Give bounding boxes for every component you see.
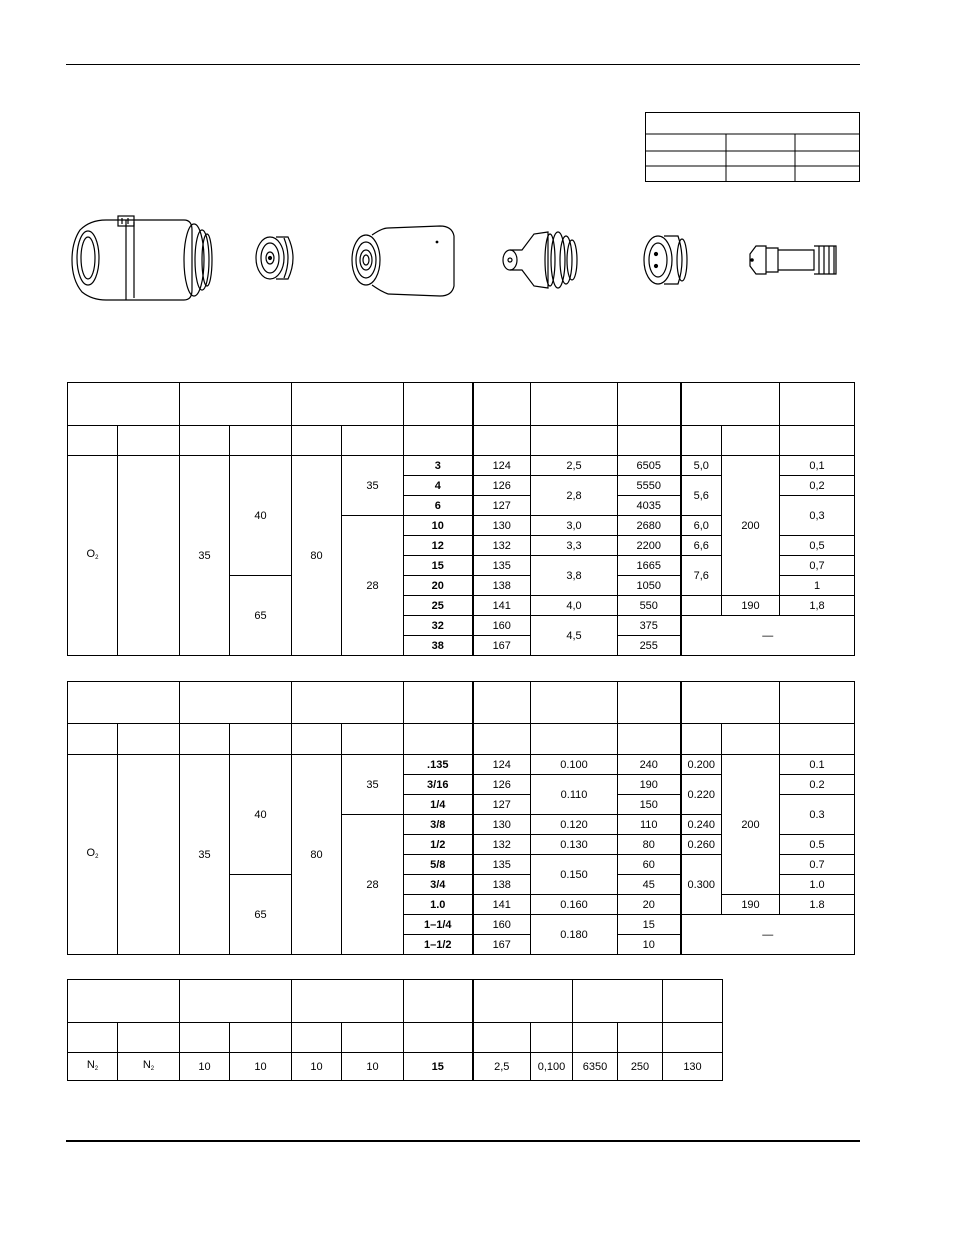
header-cell <box>404 383 473 426</box>
header-row-1 <box>68 383 855 426</box>
voltage-cell: 124 <box>473 456 531 476</box>
thickness-cell: 15 <box>404 556 473 576</box>
thickness-cell: 3 <box>404 456 473 476</box>
header-cell <box>618 724 681 755</box>
pierce-height-cell: 0.260 <box>681 835 722 855</box>
header-cell <box>531 383 618 426</box>
pierce-delay-cell: 1 <box>780 576 855 596</box>
voltage-cell: 124 <box>473 755 531 775</box>
voltage-cell: 126 <box>473 476 531 496</box>
shield-setting-cell: 35 <box>342 456 404 516</box>
header-cell <box>68 682 180 724</box>
pierce-delay-cell: 0,1 <box>780 456 855 476</box>
thickness-cell: 32 <box>404 616 473 636</box>
header-cell <box>342 1023 404 1053</box>
header-cell <box>292 724 342 755</box>
height-cell: 3,8 <box>531 556 618 596</box>
header-cell <box>780 383 855 426</box>
voltage-cell: 127 <box>473 496 531 516</box>
plasma-setting-cell: 80 <box>292 755 342 955</box>
value-cell: 6350 <box>573 1053 618 1081</box>
header-cell <box>473 383 531 426</box>
thickness-cell: 12 <box>404 536 473 556</box>
speed-cell: 375 <box>618 616 681 636</box>
header-cell <box>404 724 473 755</box>
pierce-delay-cell: 0.1 <box>780 755 855 775</box>
table-row <box>68 456 855 476</box>
voltage-cell: 167 <box>473 636 531 656</box>
header-cell <box>531 682 618 724</box>
current-cell: 15 <box>404 1053 473 1081</box>
header-cell <box>292 682 404 724</box>
header-cell <box>292 980 404 1023</box>
table-row <box>68 755 855 775</box>
speed-cell: 255 <box>618 636 681 656</box>
header-cell <box>230 724 292 755</box>
header-cell <box>531 426 618 456</box>
speed-cell: 110 <box>618 815 681 835</box>
cutflow-cell: 65 <box>230 875 292 955</box>
header-cell <box>780 426 855 456</box>
height-cell: 4,5 <box>531 616 618 656</box>
footer-rule <box>66 1140 860 1142</box>
value-cell: 250 <box>618 1053 663 1081</box>
height-cell: 3,3 <box>531 536 618 556</box>
speed-cell: 4035 <box>618 496 681 516</box>
header-cell <box>180 724 230 755</box>
reference-mini-table <box>645 112 860 182</box>
thickness-cell: 3/4 <box>404 875 473 895</box>
value-cell: 10 <box>180 1053 230 1081</box>
thickness-cell: 38 <box>404 636 473 656</box>
header-cell <box>722 426 780 456</box>
voltage-cell: 135 <box>473 556 531 576</box>
pierce-delay-cell: 0.7 <box>780 855 855 875</box>
thickness-cell: 10 <box>404 516 473 536</box>
voltage-cell: 127 <box>473 795 531 815</box>
thickness-cell: 1–1/4 <box>404 915 473 935</box>
thickness-cell: 1–1/2 <box>404 935 473 955</box>
height-cell: 2,5 <box>531 456 618 476</box>
speed-cell: 1050 <box>618 576 681 596</box>
pierce-height-cell: 0.300 <box>681 855 722 915</box>
shield-gas-cell <box>118 755 180 955</box>
header-cell <box>118 426 180 456</box>
header-cell <box>68 426 118 456</box>
thickness-cell: 5/8 <box>404 855 473 875</box>
pierce-height-cell: 5,0 <box>681 456 722 476</box>
delay-cell: 190 <box>722 596 780 616</box>
pierce-height-cell: 7,6 <box>681 556 722 596</box>
header-cell <box>230 426 292 456</box>
header-cell <box>404 426 473 456</box>
speed-cell: 150 <box>618 795 681 815</box>
speed-cell: 1665 <box>618 556 681 576</box>
preflow-cell: 35 <box>180 456 230 656</box>
pierce-height-cell: 6,6 <box>681 536 722 556</box>
header-cell <box>180 426 230 456</box>
voltage-cell: 138 <box>473 875 531 895</box>
shield-icon <box>72 216 212 300</box>
header-cell <box>342 724 404 755</box>
speed-cell: 80 <box>618 835 681 855</box>
header-row-2 <box>68 1023 723 1053</box>
pierce-delay-cell: 0.5 <box>780 835 855 855</box>
header-row-2 <box>68 724 855 755</box>
voltage-cell: 160 <box>473 915 531 935</box>
speed-cell: 2680 <box>618 516 681 536</box>
header-cell <box>68 1023 118 1053</box>
header-cell <box>618 426 681 456</box>
header-cell <box>473 426 531 456</box>
height-cell: 0.120 <box>531 815 618 835</box>
cutflow-cell: 40 <box>230 755 292 875</box>
voltage-cell: 132 <box>473 536 531 556</box>
voltage-cell: 126 <box>473 775 531 795</box>
value-cell: 130 <box>663 1053 723 1081</box>
value-cell: 10 <box>292 1053 342 1081</box>
speed-cell: 45 <box>618 875 681 895</box>
voltage-cell: 130 <box>473 815 531 835</box>
shield-setting-cell: 28 <box>342 516 404 656</box>
not-applicable-cell: — <box>681 915 855 955</box>
header-cell <box>180 1023 230 1053</box>
header-cell <box>404 682 473 724</box>
height-cell: 0.100 <box>531 755 618 775</box>
voltage-cell: 132 <box>473 835 531 855</box>
delay-cell: 190 <box>722 895 780 915</box>
speed-cell: 550 <box>618 596 681 616</box>
height-cell: 3,0 <box>531 516 618 536</box>
pierce-height-cell: 6,0 <box>681 516 722 536</box>
not-applicable-cell: — <box>681 616 855 656</box>
pierce-height-cell: 0.220 <box>681 775 722 815</box>
header-cell <box>292 426 342 456</box>
header-cell <box>292 1023 342 1053</box>
pierce-delay-cell: 1.0 <box>780 875 855 895</box>
header-cell <box>531 724 618 755</box>
height-cell: 0.150 <box>531 855 618 895</box>
header-cell <box>573 1023 618 1053</box>
voltage-cell: 138 <box>473 576 531 596</box>
speed-cell: 240 <box>618 755 681 775</box>
plasma-setting-cell: 80 <box>292 456 342 656</box>
english-cut-chart <box>67 681 855 955</box>
header-cell <box>531 1023 573 1053</box>
pierce-delay-cell: 0.3 <box>780 795 855 835</box>
thickness-cell: 20 <box>404 576 473 596</box>
header-cell <box>780 724 855 755</box>
value-cell: 10 <box>230 1053 292 1081</box>
header-cell <box>404 1023 473 1053</box>
header-cell <box>68 980 180 1023</box>
thickness-cell: 6 <box>404 496 473 516</box>
header-cell <box>473 682 531 724</box>
shield-setting-cell: 28 <box>342 815 404 955</box>
voltage-cell: 160 <box>473 616 531 636</box>
header-cell <box>68 724 118 755</box>
thickness-cell: 25 <box>404 596 473 616</box>
thickness-cell: 1.0 <box>404 895 473 915</box>
preflow-cell: 35 <box>180 755 230 955</box>
header-cell <box>573 980 663 1023</box>
header-cell <box>180 980 292 1023</box>
header-cell <box>618 383 681 426</box>
pierce-delay-cell: 0,7 <box>780 556 855 576</box>
shield-gas-cell <box>118 456 180 656</box>
shield-setting-cell: 35 <box>342 755 404 815</box>
header-row-1 <box>68 682 855 724</box>
speed-cell: 20 <box>618 895 681 915</box>
metric-cut-chart <box>67 382 855 656</box>
header-cell <box>292 383 404 426</box>
thickness-cell: 1/4 <box>404 795 473 815</box>
value-cell: 10 <box>342 1053 404 1081</box>
header-cell <box>663 1023 723 1053</box>
speed-cell: 10 <box>618 935 681 955</box>
speed-cell: 6505 <box>618 456 681 476</box>
header-row-2 <box>68 426 855 456</box>
header-cell <box>681 383 780 426</box>
height-cell: 0.160 <box>531 895 618 915</box>
plasma-gas-cell: $O_2$ <box>68 456 118 656</box>
header-cell <box>681 426 722 456</box>
marking-table <box>67 979 723 1081</box>
thickness-cell: 1/2 <box>404 835 473 855</box>
header-cell <box>473 724 531 755</box>
thickness-cell: 3/16 <box>404 775 473 795</box>
plasma-gas-cell: $O_2$ <box>68 755 118 955</box>
voltage-cell: 141 <box>473 895 531 915</box>
pierce-delay-cell: 0,3 <box>780 496 855 536</box>
voltage-cell: 141 <box>473 596 531 616</box>
nozzle-icon <box>503 232 577 288</box>
header-cell <box>681 682 780 724</box>
pierce-height-cell: 0.240 <box>681 815 722 835</box>
thickness-cell: 4 <box>404 476 473 496</box>
voltage-cell: 135 <box>473 855 531 875</box>
speed-cell: 15 <box>618 915 681 935</box>
pierce-delay-cell: 0,2 <box>780 476 855 496</box>
header-cell <box>180 383 292 426</box>
voltage-cell: 130 <box>473 516 531 536</box>
pierce-height-cell: 5,6 <box>681 476 722 516</box>
table-row <box>68 1053 723 1081</box>
consumable-parts-illustrations <box>66 200 860 310</box>
pierce-height-cell: 0.200 <box>681 755 722 775</box>
header-cell <box>473 1023 531 1053</box>
swirl-ring-icon <box>644 236 687 284</box>
header-cell <box>722 724 780 755</box>
electrode-icon <box>750 246 836 274</box>
header-cell <box>663 980 723 1023</box>
pierce-delay-cell: 1.8 <box>780 895 855 915</box>
retaining-cap-icon <box>352 226 454 296</box>
plasma-gas-cell: $N_2$ <box>68 1053 118 1081</box>
cutflow-cell: 65 <box>230 576 292 656</box>
value-cell: 0,100 <box>531 1053 573 1081</box>
height-cell: 0.110 <box>531 775 618 815</box>
pierce-height-cell <box>681 596 722 616</box>
speed-cell: 2200 <box>618 536 681 556</box>
header-cell <box>618 1023 663 1053</box>
header-cell <box>681 724 722 755</box>
height-cell: 0.130 <box>531 835 618 855</box>
header-cell <box>180 682 292 724</box>
delay-cell: 200 <box>722 755 780 895</box>
cutflow-cell: 40 <box>230 456 292 576</box>
shield-gas-cell: $N_2$ <box>118 1053 180 1081</box>
header-cell <box>342 426 404 456</box>
voltage-cell: 167 <box>473 935 531 955</box>
header-rule <box>66 64 860 65</box>
header-cell <box>118 724 180 755</box>
height-cell: 2,8 <box>531 476 618 516</box>
header-cell <box>618 682 681 724</box>
pierce-delay-cell: 0,5 <box>780 536 855 556</box>
speed-cell: 60 <box>618 855 681 875</box>
header-cell <box>68 383 180 426</box>
header-cell <box>404 980 473 1023</box>
header-row-1 <box>68 980 723 1023</box>
thickness-cell: 3/8 <box>404 815 473 835</box>
header-cell <box>230 1023 292 1053</box>
value-cell: 2,5 <box>473 1053 531 1081</box>
speed-cell: 5550 <box>618 476 681 496</box>
shield-cap-icon <box>256 237 293 279</box>
height-cell: 4,0 <box>531 596 618 616</box>
speed-cell: 190 <box>618 775 681 795</box>
pierce-delay-cell: 1,8 <box>780 596 855 616</box>
height-cell: 0.180 <box>531 915 618 955</box>
pierce-delay-cell: 0.2 <box>780 775 855 795</box>
header-cell <box>473 980 573 1023</box>
delay-cell: 200 <box>722 456 780 596</box>
thickness-cell: .135 <box>404 755 473 775</box>
header-cell <box>780 682 855 724</box>
header-cell <box>118 1023 180 1053</box>
